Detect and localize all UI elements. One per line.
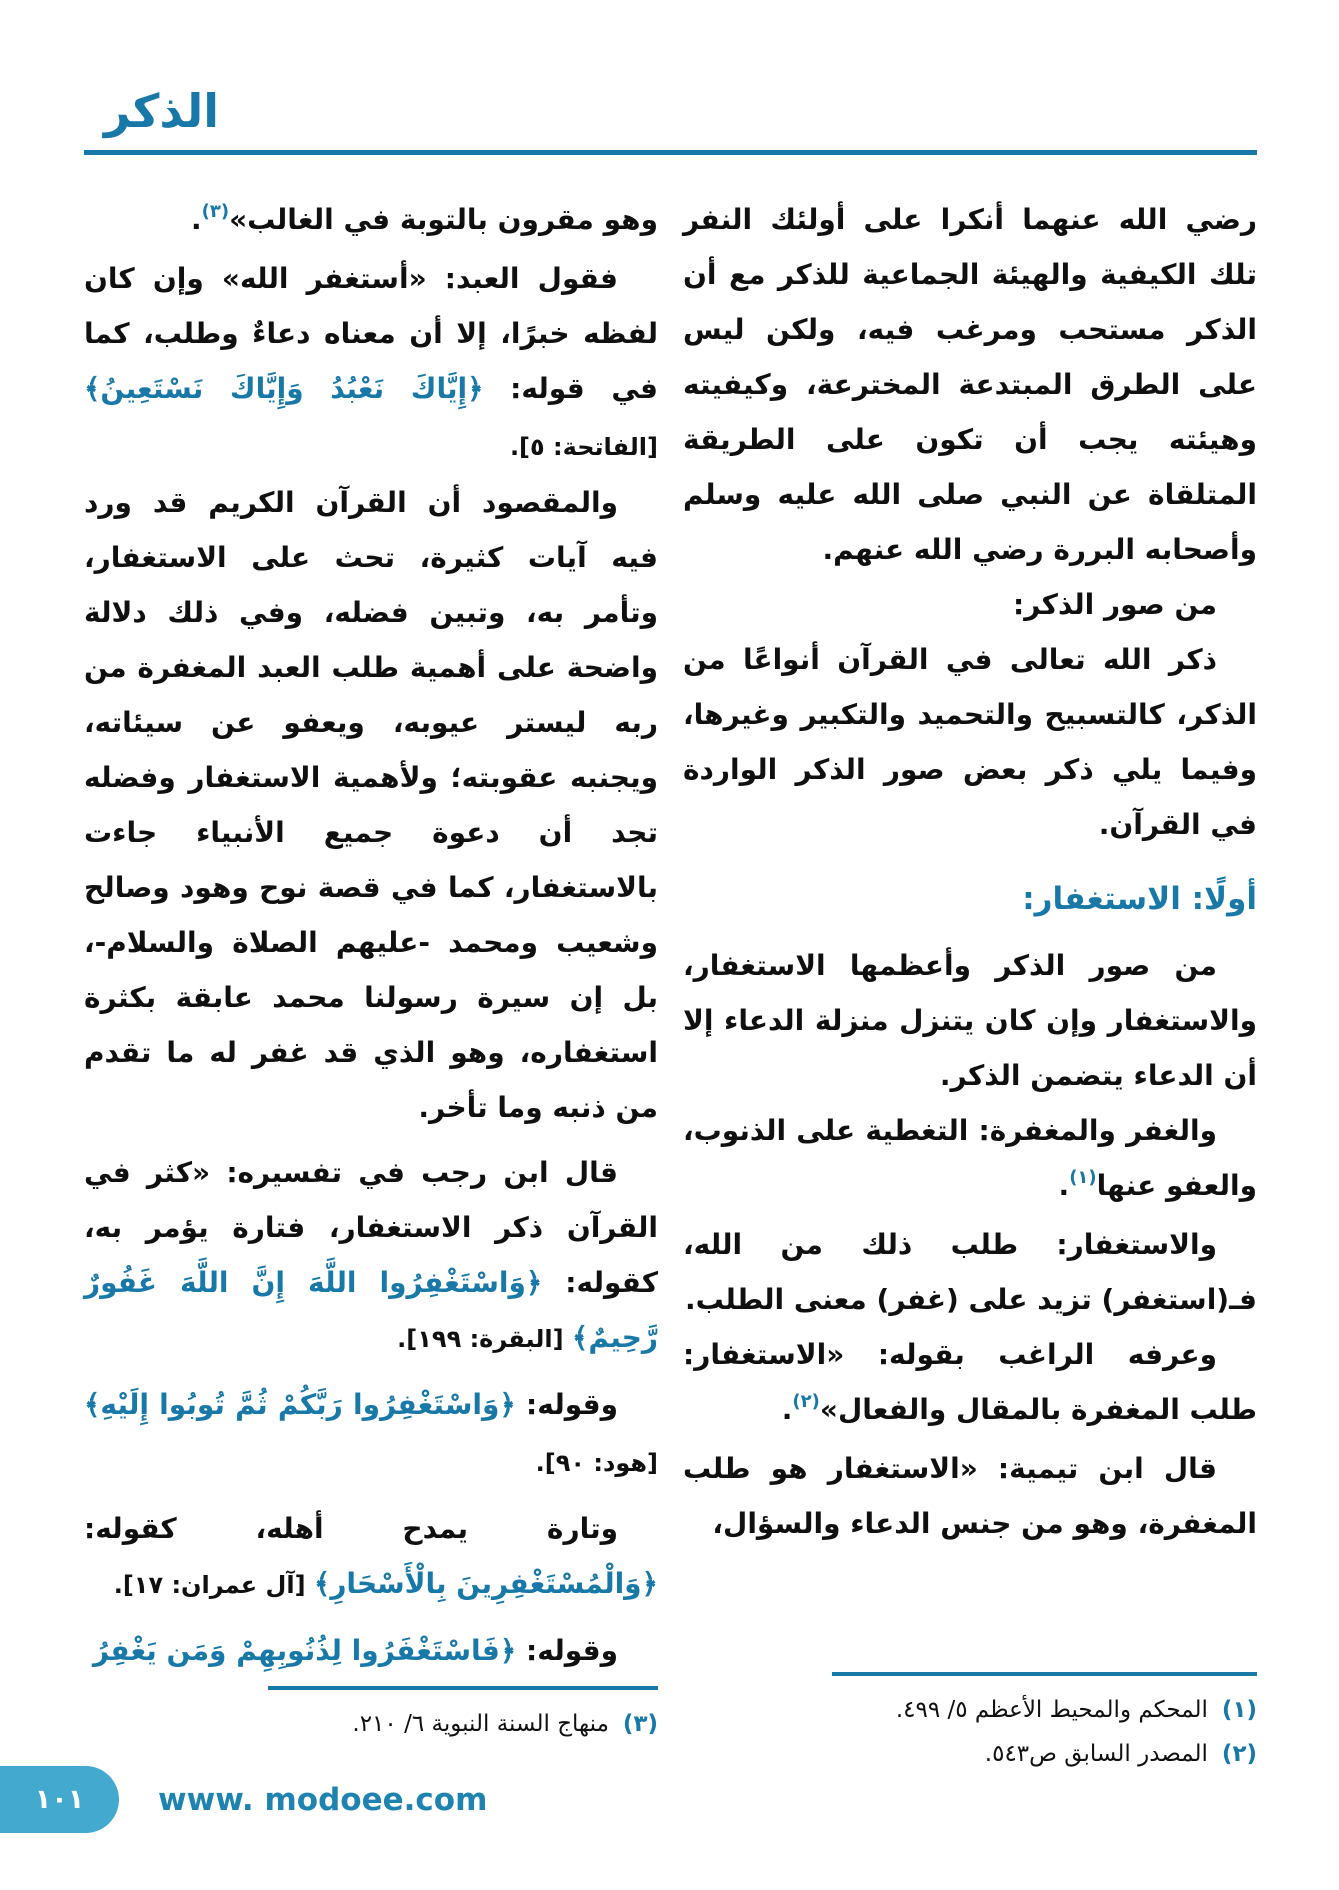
site-url: www. modoee.com [158,1782,488,1818]
paragraph: من صور الذكر وأعظمها الاستغفار، والاستغفار وإن كان يتنزل منزلة الدعاء إلا أن الدعاء يتضمن الذكر. [683,949,1257,1092]
paragraph: والاستغفار: طلب ذلك من الله، فـ(استغفر) تزيد على (غفر) معنى الطلب. [683,1228,1257,1316]
footnote-text: المحكم والمحيط الأعظم ٥/ ٤٩٩. [895,1697,1208,1723]
quran-verse-baqara: ﴿وَاسْتَغْفِرُوا اللَّهَ إِنَّ اللَّهَ غَفُورٌ رَّحِيمٌ﴾ [84,1266,658,1354]
quran-verse-fatiha: ﴿إِيَّاكَ نَعْبُدُ وَإِيَّاكَ نَسْتَعِينُ﴾ [84,372,484,405]
verse-reference: [هود: ٩٠]. [535,1449,658,1477]
footnotes-right [683,1672,1257,1776]
right-column [683,192,1257,1678]
paragraph: وقوله: ﴿وَاسْتَغْفِرُوا رَبَّكُمْ ثُمَّ تُوبُوا إِلَيْهِ﴾ [هود: ٩٠]. [84,1388,658,1477]
paragraph: قال ابن رجب في تفسيره: «كثر في القرآن ذكر الاستغفار، فتارة يؤمر به، كقوله: ﴿وَاسْتَغْفِرُوا اللَّهَ إِنَّ اللَّهَ غَفُورٌ رَّحِيمٌ﴾ [البقرة: ١٩٩]. [84,1156,658,1354]
footnote-marker-1: (١) [1069,1167,1097,1188]
left-column [84,192,658,1678]
footnote-marker-3: (٣) [201,201,230,222]
footnote-number: (٢) [1221,1741,1257,1767]
paragraph: ذكر الله تعالى في القرآن أنواعًا من الذكر، كالتسبيح والتحميد والتكبير وغيرها، وفيما يلي ذكر بعض صور الذكر الواردة في القرآن. [683,643,1257,841]
footnote-number: (٣) [622,1711,658,1737]
verse-reference: [البقرة: ١٩٩]. [397,1325,572,1353]
paragraph: وعرفه الراغب بقوله: «الاستغفار: طلب المغفرة بالمقال والفعال»$^{(٢)}$. [683,1338,1257,1426]
paragraph: وهو مقرون بالتوبة في الغالب»$^{(٣)}$. [190,201,658,236]
paragraph: والمقصود أن القرآن الكريم قد ورد فيه آيات كثيرة، تحث على الاستغفار، وتأمر به، وتبين فضله، وفي ذلك دلالة واضحة على أهمية طلب العبد المغفرة من ربه ليستر عيوبه، ويعفو عن سيئاته، ويجنبه عقوبته؛ ولأهمية الاستغفار وفضله تجد أن دعوة جميع الأنبياء جاءت بالاستغفار، كما في قصة نوح وهود وصالح وشعيب ومحمد -عليهم الصلاة والسلام-، بل إن سيرة رسولنا محمد عابقة بكثرة استغفاره، وهو الذي قد غفر له ما تقدم من ذنبه وما تأخر. [84,486,658,1124]
footnote-text: منهاج السنة النبوية ٦/ ٢١٠. [352,1711,609,1737]
paragraph: والغفر والمغفرة: التغطية على الذنوب، والعفو عنها$^{(١)}$. [683,1114,1257,1202]
page-number: ١٠١ [34,1784,85,1815]
paragraph: فقول العبد: «أستغفر الله» وإن كان لفظه خبرًا، إلا أن معناه دعاءٌ وطلب، كما في قوله: ﴿إِيَّاكَ نَعْبُدُ وَإِيَّاكَ نَسْتَعِينُ﴾ [الفاتحة: ٥]. [84,262,658,461]
text-columns [84,192,1257,1678]
footnote-marker-2: (٢) [792,1391,820,1412]
page-number-badge [0,1766,119,1833]
paragraph: قال ابن تيمية: «الاستغفار هو طلب المغفرة، وهو من جنس الدعاء والسؤال، [683,1452,1257,1540]
paragraph: وتارة يمدح أهله، كقوله: ﴿وَالْمُسْتَغْفِرِينَ بِالْأَسْحَارِ﴾ [آل عمران: ١٧]. [84,1512,658,1600]
verse-reference: [الفاتحة: ٥]. [509,433,658,461]
paragraph: رضي الله عنهما أنكرا على أولئك النفر تلك الكيفية والهيئة الجماعية للذكر مع أن الذكر مستحب ومرغب فيه، ولكن ليس على الطرق المبتدعة المخترعة، وكيفيته وهيئته يجب أن تكون على الطريقة المتلقاة عن النبي صلى الله عليه وسلم وأصحابه البررة رضي الله عنهم. [683,203,1257,566]
footnote-item [683,1732,1257,1776]
header-divider [84,150,1257,155]
quran-verse-hud: ﴿وَاسْتَغْفِرُوا رَبَّكُمْ ثُمَّ تُوبُوا إِلَيْهِ﴾ [84,1388,516,1421]
footnote-number: (١) [1221,1697,1257,1723]
footnote-text: المصدر السابق ص٥٤٣. [984,1741,1208,1767]
footnote-divider [268,1686,658,1690]
footnotes-left [84,1686,658,1746]
footnote-item [84,1702,658,1746]
quran-verse-dhunub: ﴿فَاسْتَغْفَرُوا لِذُنُوبِهِمْ وَمَن يَغْفِرُ [92,1634,517,1667]
section-heading-istighfar: أولًا: الاستغفار: [1022,881,1257,917]
footnote-divider [832,1672,1257,1676]
quran-verse-imran: ﴿وَالْمُسْتَغْفِرِينَ بِالْأَسْحَارِ﴾ [313,1567,658,1600]
paragraph: وقوله: ﴿فَاسْتَغْفَرُوا لِذُنُوبِهِمْ وَمَن يَغْفِرُ [92,1634,618,1667]
verse-reference: [آل عمران: ١٧]. [113,1571,314,1599]
page-title: الذكر [104,84,219,138]
paragraph: من صور الذكر: [1013,588,1217,621]
footnote-item [683,1688,1257,1732]
